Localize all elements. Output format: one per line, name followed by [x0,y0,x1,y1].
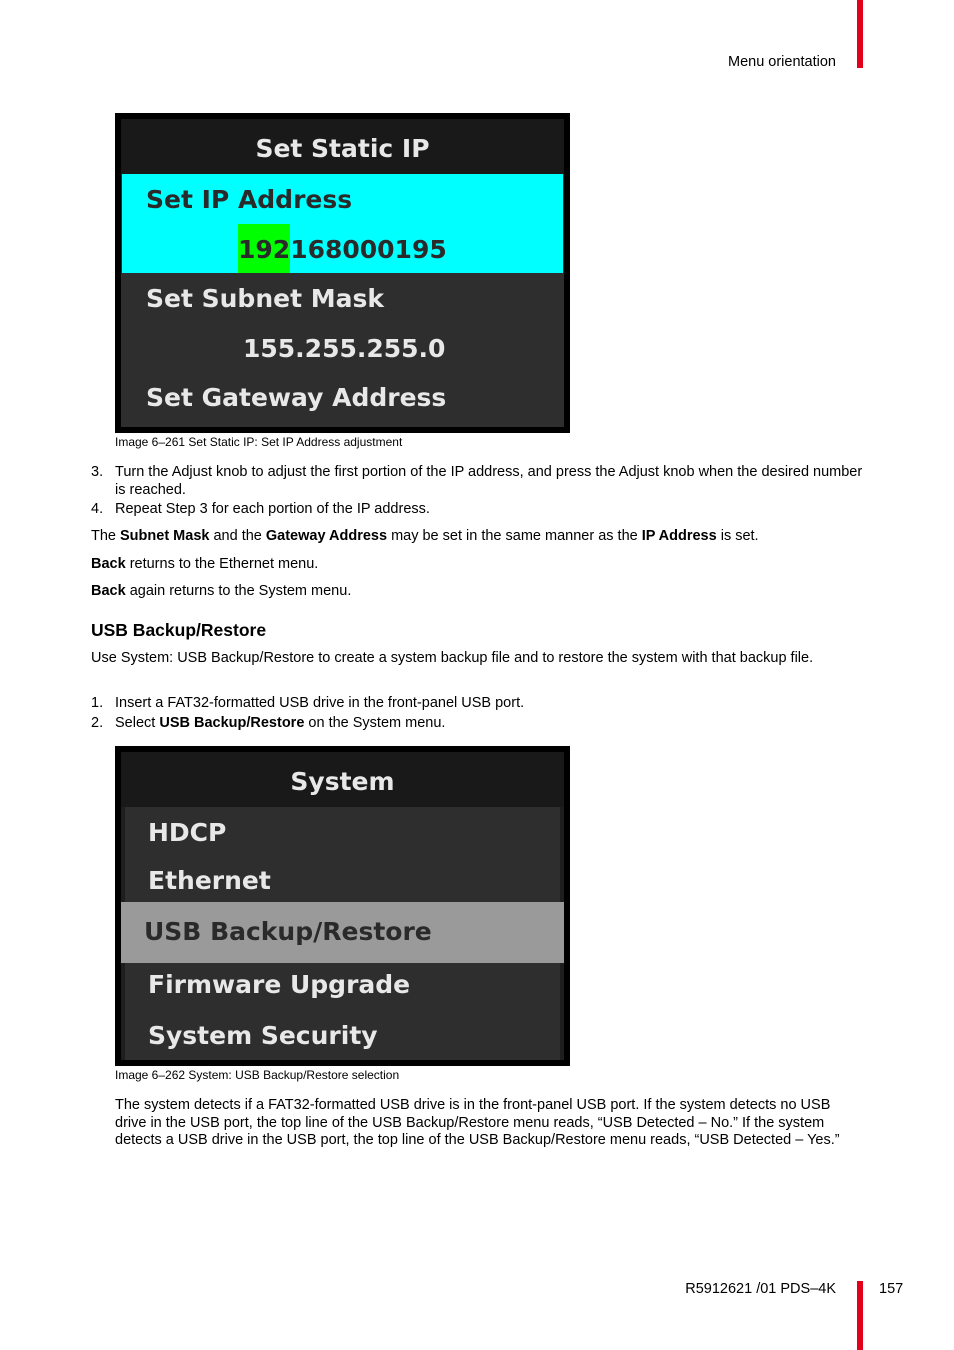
system-menu-image [115,746,570,1066]
bold-term: Back [91,556,126,572]
bold-term: Back [91,583,126,599]
running-header: Menu orientation [727,54,836,70]
system-menu-item-usb-backup-restore: USB Backup/Restore [121,902,564,963]
ip-address-label: Set IP Address [146,185,353,214]
list-item-number: 2. [91,715,104,731]
text: may be set in the same manner as the [387,528,642,544]
text: on the System menu. [304,715,446,731]
text: Select [115,715,160,731]
static-ip-menu-title: Set Static IP [121,119,564,174]
subnet-mask-label: Set Subnet Mask [146,284,384,313]
paragraph-back-system [91,583,866,601]
ip-remaining-digits: 168000195 [290,235,447,264]
bold-term: USB Backup/Restore [159,715,305,731]
list-item-text [115,715,865,733]
list-item-text: Insert a FAT32-formatted USB drive in the front-panel USB port. [115,695,525,711]
gateway-address-label: Set Gateway Address [146,383,447,412]
text: returns to the Ethernet menu. [125,556,319,572]
bold-term: IP Address [641,528,717,544]
figure-caption: Image 6–262 System: USB Backup/Restore selection [115,1068,400,1082]
paragraph-intro: Use System: USB Backup/Restore to create a system backup file and to restore the system with that backup file. [91,650,814,666]
static-ip-menu-screen [121,119,564,427]
text: The [91,528,121,544]
paragraph-subnet-gateway [91,528,866,546]
paragraph-usb-detection: The system detects if a FAT32-formatted USB drive is in the front-panel USB port. If the system detects no USB drive in the USB port, the top line of the USB Backup/Restore menu reads, “USB Detected – No.” If the system detects a USB drive in the USB port, the top line of the USB Backup/Restore menu reads, “USB Detected – Yes.” [115,1097,840,1148]
figure-caption: Image 6–261 Set Static IP: Set IP Address adjustment [115,435,403,449]
bold-term: Subnet Mask [120,528,210,544]
list-item-text: Repeat Step 3 for each portion of the IP address. [115,501,430,517]
ip-edit-digits: 192 [238,224,290,273]
system-menu-title: System [121,752,564,807]
page-number: 157 [879,1281,904,1297]
list-item-text: Turn the Adjust knob to adjust the first portion of the IP address, and press the Adjust knob when the desired number is reached. [115,464,863,498]
text: is set. [716,528,759,544]
list-item-number: 3. [91,464,104,480]
section-heading: USB Backup/Restore [91,620,267,640]
text: and the [209,528,266,544]
footer-document-id: R5912621 /01 PDS–4K [685,1281,836,1297]
list-item-number: 1. [91,695,104,711]
system-menu-item-system-security: System Security [121,1013,564,1060]
system-menu-item-ethernet: Ethernet [121,857,564,902]
footer-accent-bar [857,1281,863,1350]
static-ip-menu-image [115,113,570,433]
list-item-number: 4. [91,501,104,517]
system-menu-item-firmware-upgrade: Firmware Upgrade [121,963,564,1013]
ip-address-row [122,174,563,273]
system-menu-screen [121,752,564,1060]
text: again returns to the System menu. [125,583,352,599]
paragraph-back-ethernet [91,556,866,574]
system-menu-item-hdcp: HDCP [121,807,564,857]
ip-address-value [122,224,563,273]
subnet-mask-value: 155.255.255.0 [243,334,446,363]
bold-term: Gateway Address [265,528,388,544]
header-accent-bar [857,0,863,68]
